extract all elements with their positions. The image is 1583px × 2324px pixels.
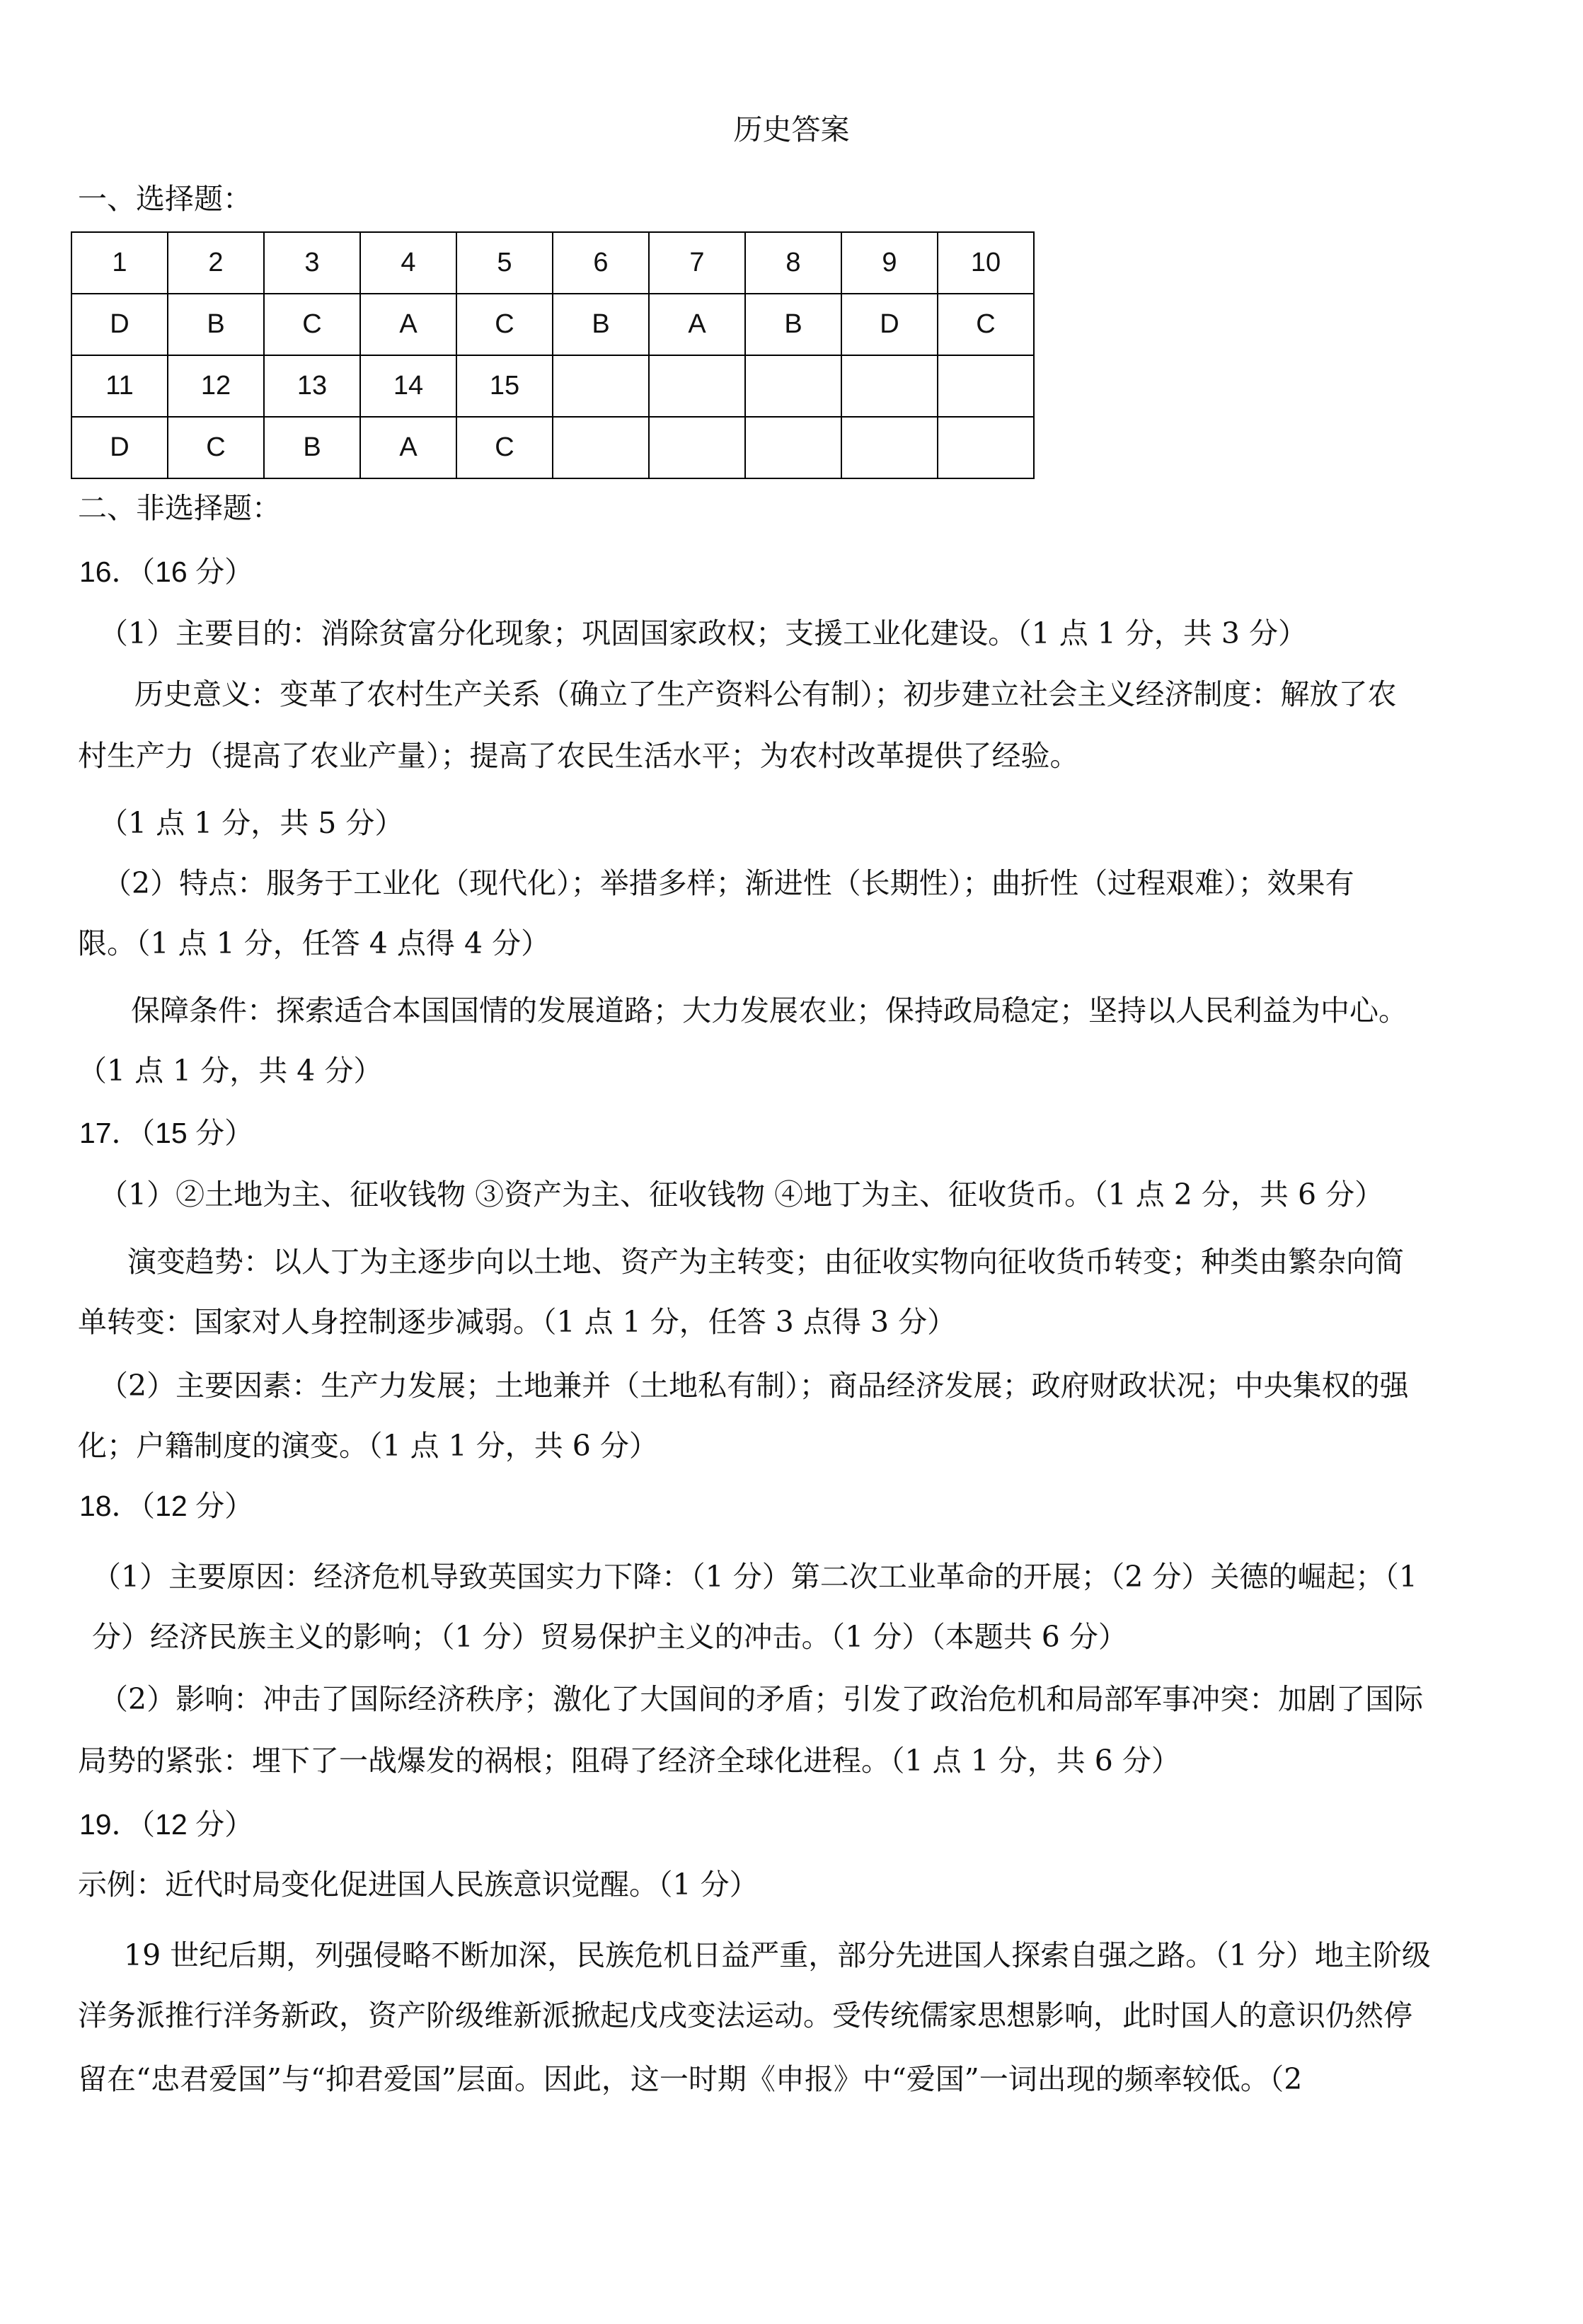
question-number-cell: 4 <box>360 232 456 294</box>
answer-table <box>71 231 1035 479</box>
q16-part2-line1: （2）特点：服务于工业化（现代化）；举措多样；渐进性（长期性）；曲折性（过程艰难）；效果有 <box>103 866 1354 900</box>
answer-cell: D <box>841 294 938 355</box>
answer-cell: B <box>168 294 264 355</box>
q18-part2-line1: （2）影响：冲击了国际经济秩序；激化了大国间的矛盾；引发了政治危机和局部军事冲突：加剧了国际 <box>99 1682 1424 1716</box>
q18-header: 18．（12 分） <box>79 1490 254 1522</box>
q16-header: 16．（16 分） <box>79 556 254 588</box>
question-number-cell: 10 <box>938 232 1034 294</box>
answer-cell: C <box>938 294 1034 355</box>
q19-header: 19．（12 分） <box>79 1808 254 1841</box>
question-number-cell <box>841 355 938 417</box>
q16-significance-score: （1 点 1 分，共 5 分） <box>99 806 404 840</box>
question-number-cell <box>938 355 1034 417</box>
question-number-cell: 5 <box>456 232 553 294</box>
table-row <box>71 355 1034 417</box>
answer-cell <box>841 417 938 478</box>
answer-cell: A <box>649 294 745 355</box>
question-number-cell <box>745 355 841 417</box>
q16-part1-line: （1）主要目的：消除贫富分化现象；巩固国家政权；支援工业化建设。（1 点 1 分，共 3 分） <box>99 616 1308 650</box>
q17-part2-line2: 化；户籍制度的演变。（1 点 1 分，共 6 分） <box>78 1429 658 1463</box>
answer-cell: B <box>745 294 841 355</box>
section-heading-multiple-choice: 一、选择题： <box>78 182 252 216</box>
q16-conditions-score: （1 点 1 分，共 4 分） <box>78 1054 383 1088</box>
q17-part2-line1: （2）主要因素：生产力发展；土地兼并（土地私有制）；商品经济发展；政府财政状况；中央集权的强 <box>99 1369 1409 1403</box>
answer-cell <box>649 417 745 478</box>
question-number-cell: 7 <box>649 232 745 294</box>
table-row <box>71 232 1034 294</box>
answer-cell: C <box>264 294 360 355</box>
section-heading-non-choice: 二、非选择题： <box>78 491 281 525</box>
question-number-cell <box>553 355 649 417</box>
answer-cell: D <box>71 294 168 355</box>
q18-part1-line1: （1）主要原因：经济危机导致英国实力下降：（1 分）第二次工业革命的开展；（2 分）关德的崛起；（1 <box>92 1560 1417 1594</box>
q16-conditions-line: 保障条件：探索适合本国国情的发展道路；大力发展农业；保持政局稳定；坚持以人民利益为中心。 <box>131 994 1408 1028</box>
question-number-cell: 9 <box>841 232 938 294</box>
q19-example-line: 示例：近代时局变化促进国人民族意识觉醒。（1 分） <box>78 1868 759 1902</box>
answer-cell: B <box>264 417 360 478</box>
q17-trend-line1: 演变趋势：以人丁为主逐步向以土地、资产为主转变；由征收实物向征收货币转变；种类由繁杂向简 <box>127 1245 1404 1279</box>
q16-significance-line2: 村生产力（提高了农业产量）；提高了农民生活水平；为农村改革提供了经验。 <box>78 739 1079 773</box>
answer-cell: C <box>456 294 553 355</box>
question-number-cell: 15 <box>456 355 553 417</box>
question-number-cell: 2 <box>168 232 264 294</box>
q17-header: 17．（15 分） <box>79 1117 254 1149</box>
question-number-cell: 3 <box>264 232 360 294</box>
question-number-cell: 13 <box>264 355 360 417</box>
q17-part1-line: （1）②土地为主、征收钱物 ③资产为主、征收钱物 ④地丁为主、征收货币。（1 点 2 分，共 6 分） <box>99 1178 1384 1212</box>
answer-cell: A <box>360 294 456 355</box>
answer-cell <box>553 417 649 478</box>
q17-trend-line2: 单转变：国家对人身控制逐步减弱。（1 点 1 分，任答 3 点得 3 分） <box>78 1305 957 1339</box>
question-number-cell: 8 <box>745 232 841 294</box>
question-number-cell: 14 <box>360 355 456 417</box>
q16-significance-line1: 历史意义：变革了农村生产关系（确立了生产资料公有制）；初步建立社会主义经济制度：解放了农 <box>134 677 1397 711</box>
q19-body-line1: 19 世纪后期，列强侵略不断加深，民族危机日益严重，部分先进国人探索自强之路。（1 分）地主阶级 <box>124 1938 1431 1972</box>
table-row <box>71 294 1034 355</box>
q19-body-line3: 留在“忠君爱国”与“抑君爱国”层面。因此，这一时期《申报》中“爱国”一词出现的频率较低。（2 <box>78 2062 1303 2096</box>
answer-cell: C <box>168 417 264 478</box>
question-number-cell <box>649 355 745 417</box>
page-title: 历史答案 <box>733 113 850 146</box>
answer-cell <box>745 417 841 478</box>
q18-part2-line2: 局势的紧张：埋下了一战爆发的祸根；阻碍了经济全球化进程。（1 点 1 分，共 6 分） <box>78 1744 1180 1778</box>
answer-cell: C <box>456 417 553 478</box>
answer-cell: D <box>71 417 168 478</box>
question-number-cell: 11 <box>71 355 168 417</box>
q16-part2-line2: 限。（1 点 1 分，任答 4 点得 4 分） <box>78 926 551 960</box>
q19-body-line2: 洋务派推行洋务新政，资产阶级维新派掀起戊戌变法运动。受传统儒家思想影响，此时国人的意识仍然停 <box>78 1998 1412 2032</box>
q18-part1-line2: 分）经济民族主义的影响；（1 分）贸易保护主义的冲击。（1 分）（本题共 6 分） <box>92 1620 1127 1654</box>
question-number-cell: 12 <box>168 355 264 417</box>
question-number-cell: 6 <box>553 232 649 294</box>
table-row <box>71 417 1034 478</box>
answer-cell: B <box>553 294 649 355</box>
answer-cell <box>938 417 1034 478</box>
answer-cell: A <box>360 417 456 478</box>
question-number-cell: 1 <box>71 232 168 294</box>
